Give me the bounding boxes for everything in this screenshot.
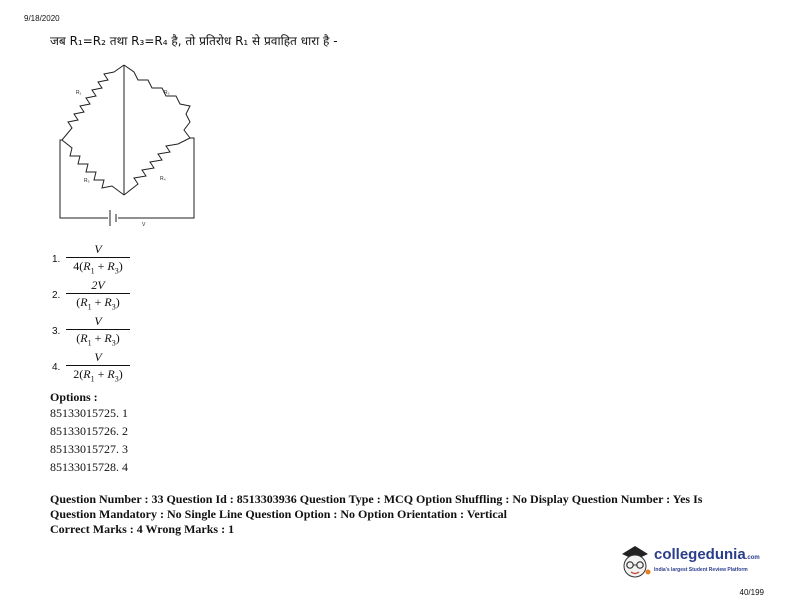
circuit-diagram bbox=[52, 60, 202, 230]
option-id-4: 85133015728. 4 bbox=[50, 460, 128, 474]
page-number: 40/199 bbox=[739, 588, 764, 597]
logo-tagline: India's largest Student Review Platform bbox=[654, 567, 748, 573]
choice-number: 3. bbox=[52, 326, 61, 337]
question-text: जब R₁=R₂ तथा R₃=R₄ है, तो प्रतिरोध R₁ से प्रवाहित धारा है - bbox=[50, 34, 338, 48]
meta-line-1: Question Number : 33 Question Id : 8513303936 Question Type : MCQ Option Shuffling : No Display Question Number : Yes Is bbox=[50, 492, 703, 506]
resistor-r2 bbox=[124, 65, 190, 138]
resistor-r4 bbox=[124, 138, 190, 195]
outer-wire-right bbox=[118, 138, 194, 218]
fraction: V $4(R_1 + R_3)$ bbox=[66, 242, 130, 278]
option-id-2: 85133015726. 2 bbox=[50, 424, 128, 438]
print-date: 9/18/2020 bbox=[24, 14, 60, 23]
resistor-r3 bbox=[62, 140, 124, 195]
choice-number: 2. bbox=[52, 290, 61, 301]
label-r4: R₄ bbox=[160, 176, 166, 182]
label-r2: R₂ bbox=[164, 90, 170, 96]
meta-line-2: Question Mandatory : No Single Line Question Option : No Option Orientation : Vertical bbox=[50, 507, 508, 521]
label-r3: R₃ bbox=[84, 178, 90, 184]
options-heading: Options : bbox=[50, 390, 98, 404]
choice-number: 4. bbox=[52, 362, 61, 373]
meta-line-3: Correct Marks : 4 Wrong Marks : 1 bbox=[50, 522, 235, 536]
logo-wordmark: collegedunia.com bbox=[654, 546, 760, 563]
mascot-icon bbox=[618, 542, 652, 582]
label-v: V bbox=[142, 222, 146, 228]
resistor-r1 bbox=[62, 65, 124, 140]
collegedunia-logo bbox=[618, 542, 768, 582]
option-id-3: 85133015727. 3 bbox=[50, 442, 128, 456]
fraction: V $2(R_1 + R_3)$ bbox=[66, 350, 130, 386]
fraction: 2V $(R_1 + R_3)$ bbox=[66, 278, 130, 314]
option-id-1: 85133015725. 1 bbox=[50, 406, 128, 420]
label-r1: R₁ bbox=[76, 90, 82, 96]
choice-number: 1. bbox=[52, 254, 61, 265]
fraction: V $(R_1 + R_3)$ bbox=[66, 314, 130, 350]
